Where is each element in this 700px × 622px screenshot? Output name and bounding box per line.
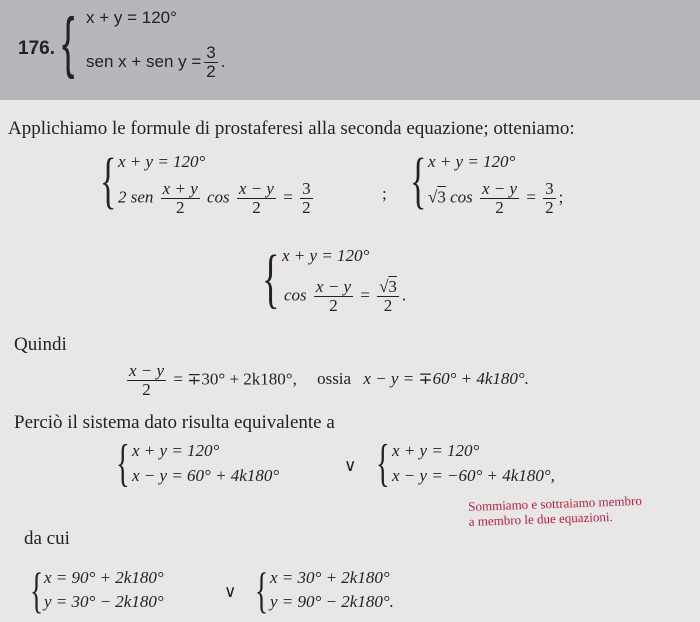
step4-a-brace: { [116, 435, 130, 492]
side-note [468, 492, 697, 530]
step5-or: ∨ [224, 582, 237, 601]
intro-text: Applichiamo le formule di prostaferesi alla seconda equazione; otteniamo: [8, 118, 575, 139]
step4-or: ∨ [344, 456, 357, 475]
dacui-label: da cui [24, 528, 70, 549]
step4-b-line2: x − y = −60° + 4k180°, [392, 466, 555, 485]
show-through-text [20, 232, 24, 249]
side-note-line1: Sommiamo e sottraiamo membro [467, 492, 643, 514]
step1-b-line2: √3 cos $\frac{x - y}{2}$ = $\frac{3}{2}$ ; [428, 179, 564, 217]
step2-line1: x + y = 120° [282, 246, 370, 265]
step5-a-line1: x = 90° + 2k180° [44, 568, 164, 587]
step2-line2: cos $\frac{x - y}{2}$ = $\frac{√3}{2}$ . [284, 277, 407, 315]
step4-b-line1: x + y = 120° [392, 441, 480, 460]
step5-b-brace: { [255, 562, 269, 618]
step2-brace: { [262, 242, 280, 315]
percio-text: Perciò il sistema dato risulta equivalente a [14, 412, 335, 433]
step5-a-line2: y = 30° − 2k180° [44, 592, 164, 611]
step1-b-line1: x + y = 120° [428, 152, 516, 171]
exercise-brace: { [62, 4, 75, 80]
side-note-line2: a membro le due equazioni. [468, 508, 613, 529]
step1-separator: ; [382, 184, 387, 203]
step1-a-line2: 2 sen $\frac{x + y}{2}$ cos $\frac{x - y}{2}$ = $\frac{3}{2}$ [118, 179, 311, 217]
exercise-eq2: sen x + sen y = $\frac{3}{2}$ . [86, 43, 226, 81]
exercise-number: 176. [18, 38, 55, 59]
step5-b-line2: y = 90° − 2k180°. [270, 592, 394, 611]
step1-a-brace: { [100, 147, 117, 215]
step1-b-brace: { [410, 147, 427, 215]
step5-a-brace: { [30, 562, 44, 618]
step5-b-line1: x = 30° + 2k180° [270, 568, 390, 587]
step3-line: $\frac{x - y}{2}$ = ∓30° + 2k180°, ossia x − y = ∓60° + 4k180°. [129, 361, 529, 399]
quindi-label: Quindi [14, 334, 67, 355]
step4-b-brace: { [376, 435, 390, 492]
step1-a-line1: x + y = 120° [118, 152, 206, 171]
step4-a-line2: x − y = 60° + 4k180° [132, 466, 280, 485]
exercise-eq1: x + y = 120° [86, 8, 177, 27]
step4-a-line1: x + y = 120° [132, 441, 220, 460]
